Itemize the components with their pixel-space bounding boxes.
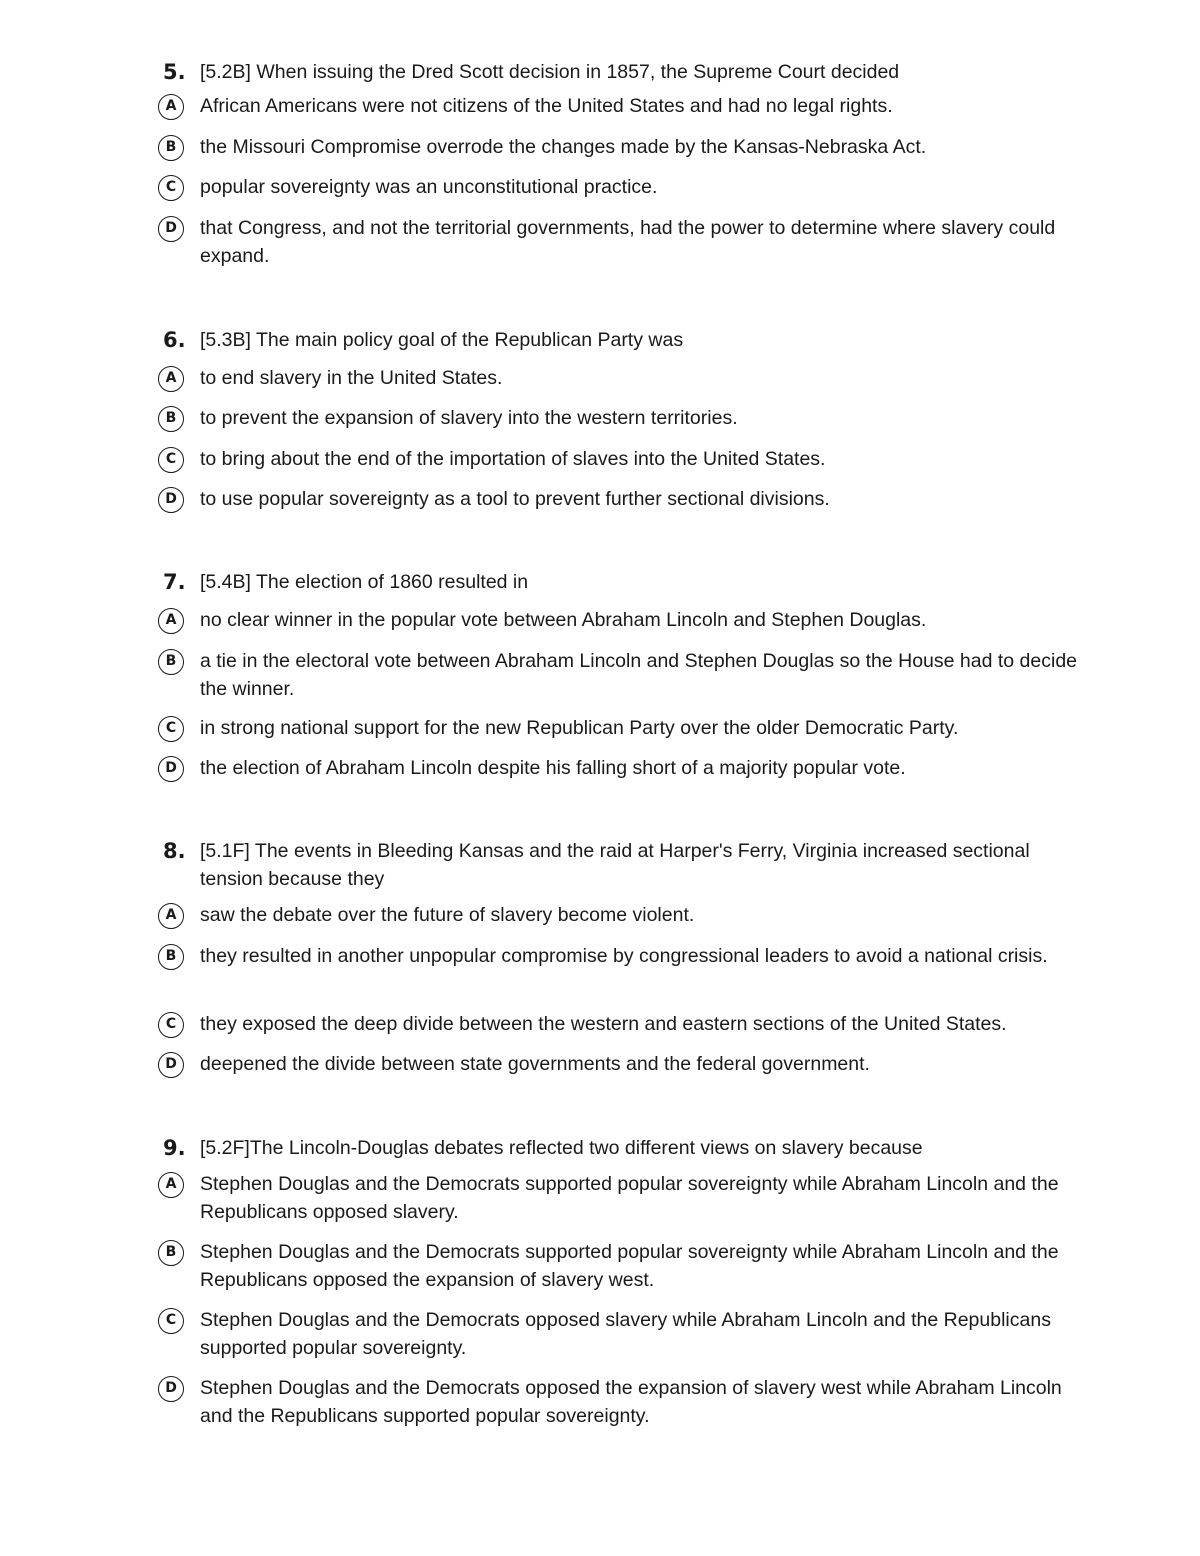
question-8 — [0, 838, 1200, 1080]
question-text: [5.2F]The Lincoln-Douglas debates reflected two different views on slavery because — [200, 1137, 923, 1159]
option-text: African Americans were not citizens of the United States and had no legal rights. — [200, 95, 893, 117]
answer-option-d[interactable] — [0, 214, 1200, 270]
option-text: they resulted in another unpopular compromise by congressional leaders to avoid a national crisis. — [200, 945, 1048, 967]
option-text: saw the debate over the future of slavery become violent. — [200, 904, 695, 926]
answer-option-c[interactable] — [0, 714, 1200, 754]
option-bubble[interactable]: D — [158, 216, 184, 242]
option-bubble[interactable]: A — [158, 903, 184, 929]
question-number: 8. — [163, 839, 186, 863]
option-text: deepened the divide between state governments and the federal government. — [200, 1053, 870, 1075]
question-stem — [0, 569, 1200, 606]
question-7 — [0, 569, 1200, 784]
option-bubble[interactable]: C — [158, 447, 184, 473]
question-stem — [0, 838, 1200, 901]
question-text: [5.3B] The main policy goal of the Republican Party was — [200, 329, 684, 351]
question-text: [5.4B] The election of 1860 resulted in — [200, 571, 529, 593]
answer-option-a[interactable] — [0, 1170, 1200, 1238]
option-text: that Congress, and not the territorial governments, had the power to determine where slavery could expand. — [200, 217, 1056, 267]
option-bubble[interactable]: C — [158, 1012, 184, 1038]
question-stem — [0, 59, 1200, 92]
answer-option-a[interactable] — [0, 901, 1200, 942]
option-bubble[interactable]: C — [158, 716, 184, 742]
option-bubble[interactable]: A — [158, 366, 184, 392]
question-number: 6. — [163, 328, 186, 352]
answer-option-d[interactable] — [0, 1050, 1200, 1080]
option-bubble[interactable]: D — [158, 756, 184, 782]
option-text: a tie in the electoral vote between Abraham Lincoln and Stephen Douglas so the House had to decide the winner. — [200, 650, 1078, 700]
option-bubble[interactable]: C — [158, 175, 184, 201]
option-bubble[interactable]: D — [158, 1052, 184, 1078]
answer-option-d[interactable] — [0, 754, 1200, 784]
option-bubble[interactable]: B — [158, 944, 184, 970]
answer-option-a[interactable] — [0, 606, 1200, 647]
option-text: Stephen Douglas and the Democrats opposed the expansion of slavery west while Abraham Lincoln and the Republicans supported popular sovereignty. — [200, 1377, 1062, 1427]
answer-option-b[interactable] — [0, 647, 1200, 714]
question-5 — [0, 59, 1200, 270]
question-9 — [0, 1135, 1200, 1432]
option-bubble[interactable]: B — [158, 406, 184, 432]
option-text: in strong national support for the new Republican Party over the older Democratic Party. — [200, 717, 959, 739]
answer-option-c[interactable] — [0, 1306, 1200, 1374]
question-6 — [0, 327, 1200, 515]
option-text: to prevent the expansion of slavery into the western territories. — [200, 407, 738, 429]
question-text: [5.2B] When issuing the Dred Scott decision in 1857, the Supreme Court decided — [200, 61, 900, 83]
answer-option-a[interactable] — [0, 364, 1200, 404]
option-bubble[interactable]: B — [158, 1240, 184, 1266]
option-bubble[interactable]: B — [158, 649, 184, 675]
option-text: Stephen Douglas and the Democrats supported popular sovereignty while Abraham Lincoln and the Republicans opposed the expansion of slavery west. — [200, 1241, 1059, 1291]
option-text: Stephen Douglas and the Democrats opposed slavery while Abraham Lincoln and the Republicans supported popular sovereignty. — [200, 1309, 1051, 1359]
question-text: [5.1F] The events in Bleeding Kansas and the raid at Harper's Ferry, Virginia increased sectional tension because they — [200, 840, 1030, 890]
option-text: to end slavery in the United States. — [200, 367, 503, 389]
option-text: popular sovereignty was an unconstitutional practice. — [200, 176, 658, 198]
question-number: 9. — [163, 1136, 186, 1160]
answer-option-d[interactable] — [0, 485, 1200, 515]
option-text: the Missouri Compromise overrode the changes made by the Kansas-Nebraska Act. — [200, 136, 927, 158]
option-bubble[interactable]: A — [158, 1172, 184, 1198]
option-text: Stephen Douglas and the Democrats supported popular sovereignty while Abraham Lincoln and the Republicans opposed slavery. — [200, 1173, 1059, 1223]
option-bubble[interactable]: C — [158, 1308, 184, 1334]
question-number: 5. — [163, 60, 186, 84]
answer-option-c[interactable] — [0, 1010, 1200, 1050]
option-text: the election of Abraham Lincoln despite his falling short of a majority popular vote. — [200, 757, 906, 779]
answer-option-a[interactable] — [0, 92, 1200, 133]
option-bubble[interactable]: A — [158, 94, 184, 120]
question-number: 7. — [163, 570, 186, 594]
option-bubble[interactable]: B — [158, 135, 184, 161]
option-bubble[interactable]: D — [158, 487, 184, 513]
option-text: to bring about the end of the importation of slaves into the United States. — [200, 448, 826, 470]
option-bubble[interactable]: A — [158, 608, 184, 634]
answer-option-b[interactable] — [0, 133, 1200, 173]
answer-option-b[interactable] — [0, 1238, 1200, 1306]
option-bubble[interactable]: D — [158, 1376, 184, 1402]
question-stem — [0, 1135, 1200, 1170]
answer-option-b[interactable] — [0, 942, 1200, 1010]
option-text: to use popular sovereignty as a tool to prevent further sectional divisions. — [200, 488, 830, 510]
answer-option-d[interactable] — [0, 1374, 1200, 1432]
answer-option-b[interactable] — [0, 404, 1200, 445]
option-text: no clear winner in the popular vote between Abraham Lincoln and Stephen Douglas. — [200, 609, 927, 631]
answer-option-c[interactable] — [0, 173, 1200, 214]
answer-option-c[interactable] — [0, 445, 1200, 485]
option-text: they exposed the deep divide between the western and eastern sections of the United States. — [200, 1013, 1007, 1035]
question-stem — [0, 327, 1200, 364]
